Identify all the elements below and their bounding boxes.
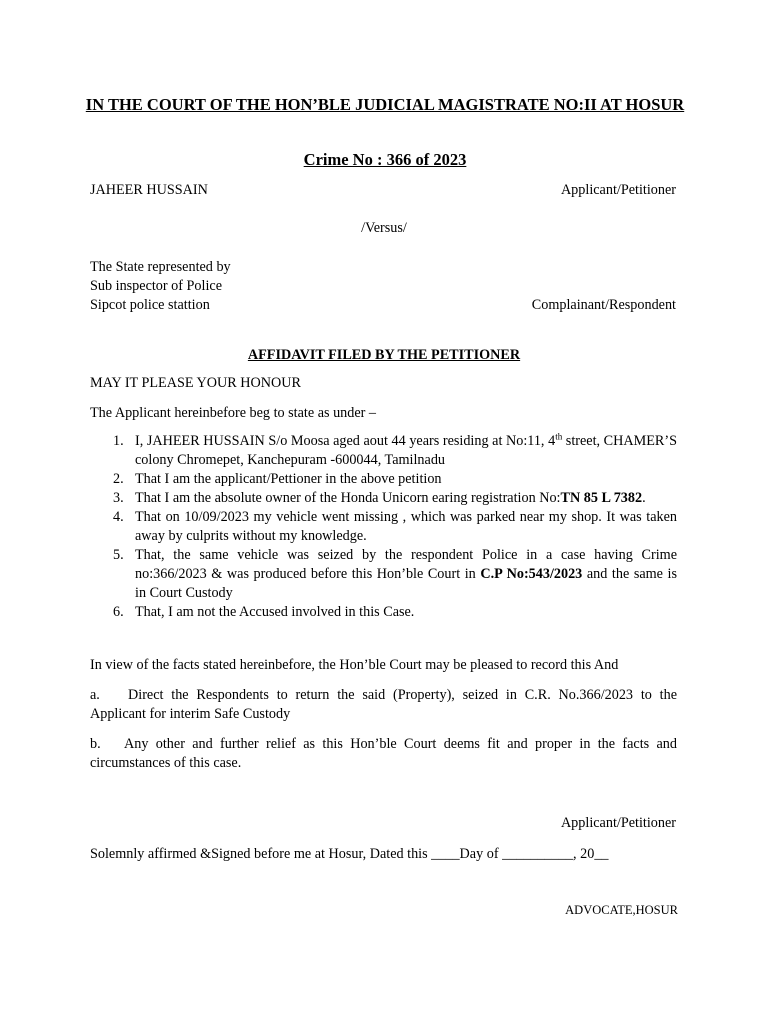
list-item xyxy=(90,470,677,489)
item-number: 4. xyxy=(113,509,124,525)
list-item xyxy=(90,546,677,603)
item-text-end: and the same is in Court Custody xyxy=(135,566,678,601)
versus-label: /Versus/ xyxy=(361,220,407,236)
affidavit-heading: AFFIDAVIT FILED BY THE PETITIONER xyxy=(247,347,521,363)
item-text: That, I am not the Accused involved in this Case. xyxy=(135,604,415,620)
registration-number: TN 85 L 7382 xyxy=(560,490,643,506)
list-item xyxy=(90,603,677,622)
item-text: I, JAHEER HUSSAIN S/o Moosa aged aout 44 years residing at No:11, 4 xyxy=(135,433,556,449)
prayer-b-text: Any other and further relief as this Hon’ble Court deems fit and proper in the facts and circumstances of this case. xyxy=(90,736,677,771)
prayer-a xyxy=(90,686,677,724)
item-number: 5. xyxy=(113,547,124,563)
respondent-role: Complainant/Respondent xyxy=(531,297,676,313)
prayer-a-label: a. xyxy=(90,687,100,703)
signature-role: Applicant/Petitioner xyxy=(560,815,676,831)
salutation: MAY IT PLEASE YOUR HONOUR xyxy=(90,375,301,391)
list-item xyxy=(90,432,677,470)
item-text: That, the same vehicle was seized by the respondent Police in a case having Crime no:366/2023 & was produced before this Hon’ble Court in xyxy=(135,547,677,582)
item-text: That on 10/09/2023 my vehicle went missing , which was parked near my shop. It was taken away by culprits without my knowledge. xyxy=(135,509,677,544)
list-item xyxy=(90,508,677,546)
court-title: IN THE COURT OF THE HON’BLE JUDICIAL MAGISTRATE NO:II AT HOSUR xyxy=(85,95,685,114)
respondent-line-3: Sipcot police stattion xyxy=(90,297,210,313)
prayer-a-text: Direct the Respondents to return the said (Property), seized in C.R. No.366/2023 to the Applicant for interim Safe Custody xyxy=(90,687,677,722)
respondent-line-2: Sub inspector of Police xyxy=(90,278,223,294)
prayer-b-label: b. xyxy=(90,736,101,752)
item-superscript: th xyxy=(555,431,563,442)
item-text-continued: street, CHAMER’S colony Chromepet, Kanchepuram -600044, Tamilnadu xyxy=(135,433,677,468)
item-number: 3. xyxy=(113,490,124,506)
intro-statement: The Applicant hereinbefore beg to state as under – xyxy=(90,405,377,421)
item-number: 2. xyxy=(113,471,124,487)
affirmation-line: Solemnly affirmed &Signed before me at Hosur, Dated this ____Day of __________, 20__ xyxy=(90,846,609,862)
item-text: That I am the absolute owner of the Honda Unicorn earing registration No: xyxy=(135,490,561,506)
item-number: 6. xyxy=(113,604,124,620)
item-text-end: . xyxy=(642,490,646,506)
respondent-line-1: The State represented by xyxy=(90,259,231,275)
advocate-label: ADVOCATE,HOSUR xyxy=(565,903,678,917)
item-text: That I am the applicant/Pettioner in the above petition xyxy=(135,471,442,487)
item-number: 1. xyxy=(113,433,124,449)
cp-number: C.P No:543/2023 xyxy=(480,566,583,582)
applicant-name: JAHEER HUSSAIN xyxy=(90,182,208,198)
prayer-intro: In view of the facts stated hereinbefore, the Hon’ble Court may be pleased to record this And xyxy=(90,657,619,673)
statement-list xyxy=(90,432,677,622)
applicant-role: Applicant/Petitioner xyxy=(560,182,676,198)
crime-number: Crime No : 366 of 2023 xyxy=(303,150,467,169)
list-item xyxy=(90,489,677,508)
prayer-b xyxy=(90,735,677,773)
